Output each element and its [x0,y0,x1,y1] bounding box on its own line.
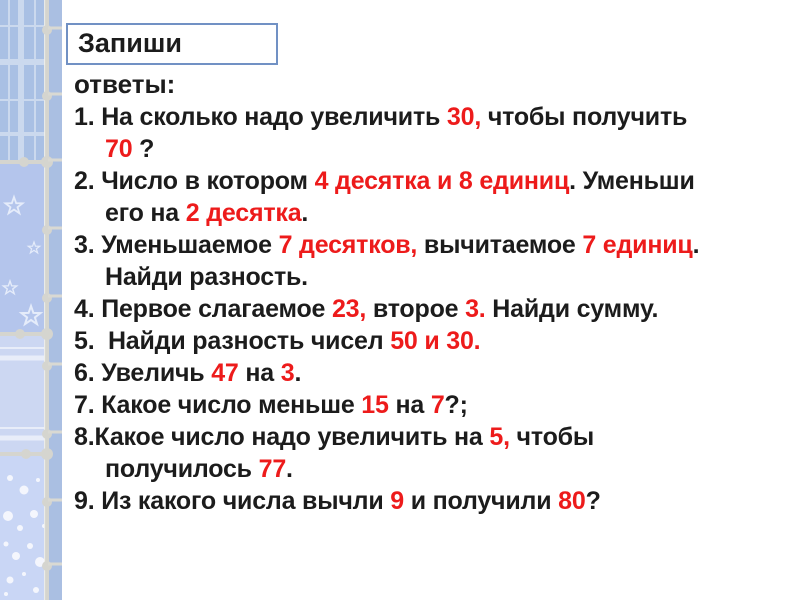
text-run: 8.Какое число надо увеличить на [74,423,490,451]
text-run: . [301,199,309,227]
text-run: и получили [403,487,559,515]
text-run: на [388,391,431,419]
text-run: . [286,455,293,483]
text-run: второе [366,295,466,323]
question-line [74,293,794,325]
text-run: 1. На сколько надо увеличить [74,103,447,131]
highlight-number: 9 [390,487,404,515]
text-run: 9. Из какого числа вычли [74,487,391,515]
text-run: 4. Первое слагаемое [74,295,332,323]
text-run: его на [105,199,186,227]
highlight-number: 3 [280,359,295,387]
text-run: . [692,231,700,259]
text-run: вычитаемое [417,231,583,259]
text-run: 7. Какое число меньше [74,391,362,419]
highlight-number: 2 десятка [185,199,302,227]
highlight-number: 7 [430,391,445,419]
subtitle-text: ответы: [74,69,176,99]
highlight-number: 80 [558,487,586,515]
slide-content [66,23,794,517]
text-run: получилось [105,455,259,483]
highlight-number: 4 десятка и 8 единиц [314,167,570,195]
highlight-number: 15 [361,391,389,419]
text-run: . Уменьши [569,167,695,195]
question-line [74,229,794,261]
question-line [74,197,794,229]
highlight-number: 47 [211,359,239,387]
highlight-number: 7 единиц [582,231,693,259]
highlight-number: 3. [465,295,486,323]
highlight-number: 77 [258,455,287,483]
text-run: Найди разность. [105,263,308,291]
highlight-number: 7 десятков, [278,231,418,259]
text-run: чтобы получить [481,103,688,131]
text-run: 3. Уменьшаемое [74,231,279,259]
question-line [74,389,794,421]
text-run: 6. Увеличь [74,359,212,387]
text-run: 5. Найди разность чисел [74,327,391,355]
highlight-number: 30, [446,103,482,131]
puzzle-border-decoration [0,0,62,600]
text-run: 2. Число в котором [74,167,315,195]
question-line [74,421,794,453]
question-line [74,133,794,165]
questions-list [66,101,794,517]
text-run: ? [139,135,155,163]
question-line [74,325,794,357]
highlight-number: 70 [105,135,140,163]
highlight-number: 50 и 30. [390,327,481,355]
highlight-number: 23, [331,295,367,323]
text-run: ?; [444,391,468,419]
title-text: Запиши [78,28,182,58]
text-run: Найди сумму. [485,295,659,323]
text-run: . [294,359,302,387]
highlight-number: 5, [489,423,510,451]
question-line [74,165,794,197]
question-line [74,485,794,517]
question-line [74,453,794,485]
text-run: чтобы [509,423,595,451]
question-line [74,101,794,133]
title-box [66,23,278,65]
text-run: ? [585,487,601,515]
question-line [74,357,794,389]
question-line [74,261,794,293]
text-run: на [238,359,281,387]
